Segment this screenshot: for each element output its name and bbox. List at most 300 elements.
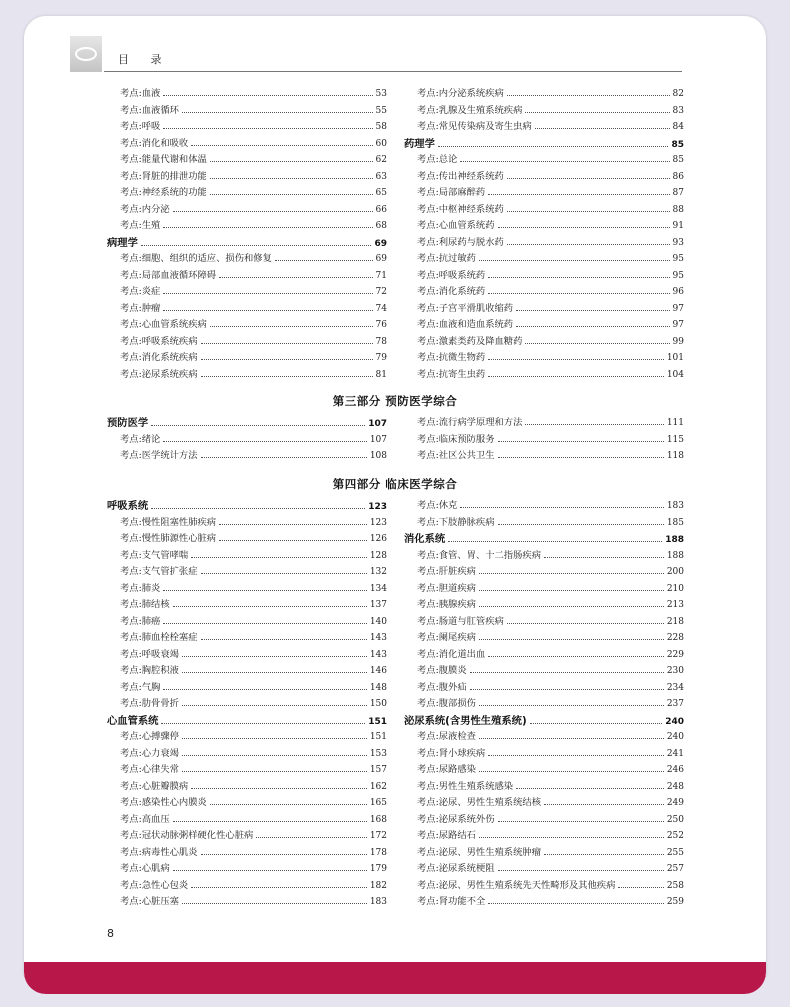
toc-entry-page: 183	[369, 897, 387, 907]
toc-topic-entry	[107, 564, 387, 581]
toc-leader-dots	[516, 326, 669, 327]
toc-entry-label: 考点:高血压	[120, 813, 170, 825]
toc-topic-entry	[404, 647, 684, 664]
toc-leader-dots	[210, 326, 373, 327]
toc-entry-label: 考点:炎症	[120, 286, 161, 297]
toc-topic-entry	[404, 498, 684, 515]
toc-entry-label: 考点:心脏压塞	[120, 896, 179, 907]
toc-entry-page: 79	[375, 353, 387, 363]
toc-entry-page: 257	[666, 864, 684, 874]
toc-entry-label: 考点:尿液检查	[417, 731, 476, 742]
toc-entry-label: 考点:常见传染病及寄生虫病	[417, 121, 532, 132]
toc-entry-page: 249	[666, 798, 684, 808]
toc-entry-page: 228	[666, 633, 684, 643]
toc-entry-page: 97	[672, 320, 684, 330]
toc-entry-page: 71	[375, 270, 387, 281]
toc-entry-page: 151	[368, 716, 387, 727]
toc-topic-entry	[107, 218, 387, 235]
toc-entry-label: 考点:支气管哮喘	[120, 549, 189, 561]
toc-leader-dots	[525, 343, 669, 344]
toc-block-3-right	[404, 498, 684, 911]
toc-topic-entry	[107, 202, 387, 219]
toc-entry-label: 考点:临床预防服务	[417, 433, 495, 445]
toc-leader-dots	[479, 590, 664, 591]
toc-section-entry	[107, 235, 387, 252]
toc-entry-page: 96	[672, 287, 684, 297]
toc-topic-entry	[107, 779, 387, 796]
toc-entry-label: 考点:子宫平滑肌收缩药	[417, 302, 514, 314]
toc-leader-dots	[460, 507, 663, 508]
toc-topic-entry	[404, 630, 684, 647]
toc-section-entry	[404, 136, 684, 153]
toc-topic-entry	[107, 597, 387, 614]
toc-entry-label: 考点:心血管系统疾病	[120, 319, 207, 330]
toc-leader-dots	[498, 821, 664, 822]
toc-entry-page: 240	[665, 716, 684, 727]
toc-leader-dots	[191, 887, 367, 888]
toc-entry-page: 157	[369, 765, 387, 775]
toc-entry-label: 考点:消化和吸收	[120, 137, 189, 149]
toc-topic-entry	[107, 185, 387, 202]
toc-topic-entry	[107, 432, 387, 449]
toc-leader-dots	[191, 557, 367, 558]
toc-entry-label: 考点:血液	[120, 88, 161, 99]
toc-leader-dots	[530, 723, 663, 724]
toc-topic-entry	[404, 415, 684, 432]
toc-entry-label: 考点:腹部损伤	[417, 698, 476, 709]
toc-entry-label: 考点:慢性阻塞性肺疾病	[120, 516, 217, 528]
toc-topic-entry	[404, 878, 684, 895]
toc-entry-label: 考点:泌尿系统外伤	[417, 813, 495, 825]
toc-leader-dots	[438, 146, 669, 147]
toc-leader-dots	[507, 244, 670, 245]
toc-topic-entry	[107, 729, 387, 746]
toc-entry-page: 234	[666, 682, 684, 693]
toc-leader-dots	[479, 260, 670, 261]
toc-topic-entry	[107, 103, 387, 120]
toc-leader-dots	[479, 771, 664, 772]
toc-block-2-left	[107, 415, 387, 465]
toc-topic-entry	[107, 795, 387, 812]
toc-section-entry	[404, 531, 684, 548]
toc-entry-label: 考点:抗过敏药	[417, 253, 476, 264]
toc-entry-label: 考点:男性生殖系统感染	[417, 780, 514, 792]
toc-entry-page: 55	[375, 105, 387, 116]
toc-leader-dots	[163, 95, 372, 96]
toc-topic-entry	[107, 663, 387, 680]
toc-leader-dots	[163, 590, 366, 591]
toc-entry-label: 考点:心脏瓣膜病	[120, 780, 189, 792]
toc-entry-page: 108	[369, 451, 387, 461]
toc-topic-entry	[107, 647, 387, 664]
toc-topic-entry	[107, 86, 387, 103]
toc-entry-label: 考点:肺癌	[120, 615, 161, 627]
toc-leader-dots	[191, 788, 367, 789]
toc-topic-entry	[107, 152, 387, 169]
toc-topic-entry	[107, 334, 387, 351]
toc-topic-entry	[404, 268, 684, 285]
toc-entry-page: 101	[666, 353, 684, 363]
header-divider	[104, 71, 682, 72]
toc-entry-label: 考点:慢性肺源性心脏病	[120, 533, 217, 544]
toc-entry-label: 考点:中枢神经系统药	[417, 203, 504, 215]
toc-entry-label: 考点:血液和造血系统药	[417, 319, 514, 330]
toc-entry-label: 考点:血液循环	[120, 104, 179, 116]
toc-leader-dots	[182, 738, 367, 739]
toc-entry-label: 考点:肠道与肛管疾病	[417, 615, 504, 627]
toc-leader-dots	[479, 837, 664, 838]
toc-topic-entry	[107, 119, 387, 136]
toc-entry-page: 128	[369, 550, 387, 561]
toc-leader-dots	[163, 623, 366, 624]
toc-leader-dots	[173, 606, 367, 607]
toc-entry-page: 143	[369, 633, 387, 643]
toc-leader-dots	[182, 903, 367, 904]
toc-leader-dots	[163, 227, 372, 228]
toc-block-3-left	[107, 498, 387, 911]
toc-entry-page: 168	[369, 814, 387, 825]
toc-topic-entry	[404, 762, 684, 779]
toc-entry-label: 考点:肾小球疾病	[417, 747, 486, 759]
toc-leader-dots	[210, 804, 367, 805]
toc-entry-page: 65	[375, 188, 387, 198]
toc-entry-page: 230	[666, 666, 684, 676]
toc-entry-page: 97	[672, 303, 684, 314]
toc-topic-entry	[404, 680, 684, 697]
toc-entry-page: 78	[375, 336, 387, 347]
toc-entry-page: 246	[666, 765, 684, 775]
toc-entry-label: 考点:局部麻醉药	[417, 187, 486, 198]
part-title-3: 第三部分 预防医学综合	[332, 394, 458, 408]
toc-leader-dots	[201, 359, 373, 360]
toc-entry-label: 考点:胆道疾病	[417, 582, 476, 594]
toc-entry-page: 123	[368, 502, 387, 512]
toc-topic-entry	[404, 301, 684, 318]
toc-topic-entry	[107, 350, 387, 367]
toc-leader-dots	[201, 573, 367, 574]
toc-leader-dots	[182, 771, 367, 772]
toc-leader-dots	[507, 623, 664, 624]
toc-entry-label: 呼吸系统	[107, 500, 149, 512]
toc-entry-page: 86	[672, 171, 684, 182]
toc-topic-entry	[404, 169, 684, 186]
toc-entry-page: 252	[666, 831, 684, 841]
toc-leader-dots	[173, 211, 373, 212]
toc-entry-label: 考点:感染性心内膜炎	[120, 797, 207, 808]
toc-entry-page: 134	[369, 583, 387, 594]
toc-entry-page: 143	[369, 649, 387, 660]
toc-topic-entry	[404, 696, 684, 713]
toc-topic-entry	[107, 268, 387, 285]
toc-leader-dots	[488, 755, 664, 756]
toc-leader-dots	[498, 441, 664, 442]
toc-entry-page: 182	[369, 880, 387, 891]
toc-entry-page: 72	[375, 287, 387, 297]
toc-entry-label: 考点:食管、胃、十二指肠疾病	[417, 549, 541, 561]
toc-topic-entry	[107, 680, 387, 697]
toc-topic-entry	[107, 845, 387, 862]
toc-topic-entry	[404, 235, 684, 252]
toc-entry-label: 考点:腹外疝	[417, 681, 467, 693]
toc-entry-page: 162	[369, 781, 387, 792]
toc-leader-dots	[173, 821, 367, 822]
toc-entry-label: 考点:利尿药与脱水药	[417, 236, 504, 248]
toc-entry-page: 99	[672, 336, 684, 347]
toc-leader-dots	[516, 788, 664, 789]
toc-entry-page: 213	[666, 600, 684, 610]
toc-topic-entry	[107, 251, 387, 268]
toc-entry-label: 考点:心血管系统药	[417, 220, 495, 231]
toc-entry-page: 107	[368, 419, 387, 429]
toc-section-entry	[404, 713, 684, 730]
toc-leader-dots	[479, 705, 664, 706]
toc-topic-entry	[404, 663, 684, 680]
toc-entry-page: 85	[672, 155, 684, 165]
toc-entry-label: 考点:传出神经系统药	[417, 170, 504, 182]
toc-entry-page: 74	[375, 303, 387, 314]
toc-entry-page: 200	[666, 567, 684, 577]
toc-entry-page: 115	[666, 434, 684, 445]
toc-entry-label: 考点:泌尿、男性生殖系统结核	[417, 797, 541, 808]
toc-entry-page: 62	[375, 155, 387, 165]
part-title-4: 第四部分 临床医学综合	[332, 477, 458, 491]
toc-entry-label: 考点:肾脏的排泄功能	[120, 170, 207, 182]
toc-block-2-right	[404, 415, 684, 465]
toc-entry-label: 考点:泌尿系统梗阻	[417, 863, 495, 874]
toc-entry-label: 考点:神经系统的功能	[120, 187, 207, 198]
toc-leader-dots	[498, 457, 664, 458]
toc-leader-dots	[544, 557, 664, 558]
toc-leader-dots	[163, 293, 372, 294]
toc-entry-page: 218	[666, 616, 684, 627]
toc-topic-entry	[404, 103, 684, 120]
toc-entry-label: 药理学	[404, 137, 435, 150]
toc-topic-entry	[404, 448, 684, 465]
toc-entry-label: 考点:肺结核	[120, 599, 170, 610]
toc-leader-dots	[544, 854, 664, 855]
toc-entry-page: 148	[369, 682, 387, 693]
toc-entry-page: 229	[666, 649, 684, 660]
toc-entry-page: 82	[672, 89, 684, 99]
toc-leader-dots	[488, 359, 664, 360]
toc-entry-label: 考点:泌尿、男性生殖系统先天性畸形及其他疾病	[417, 879, 616, 891]
toc-leader-dots	[498, 524, 664, 525]
bottom-band	[24, 962, 766, 994]
toc-entry-label: 考点:生殖	[120, 220, 161, 231]
toc-topic-entry	[404, 119, 684, 136]
toc-leader-dots	[163, 441, 366, 442]
toc-entry-label: 考点:阑尾疾病	[417, 632, 476, 643]
toc-leader-dots	[507, 95, 670, 96]
toc-leader-dots	[488, 656, 664, 657]
toc-entry-label: 考点:肺炎	[120, 582, 161, 594]
toc-entry-label: 考点:呼吸	[120, 121, 161, 132]
toc-topic-entry	[404, 564, 684, 581]
toc-entry-page: 153	[369, 748, 387, 759]
toc-leader-dots	[470, 672, 664, 673]
toc-leader-dots	[219, 277, 372, 278]
toc-entry-label: 考点:抗微生物药	[417, 352, 486, 363]
toc-entry-page: 68	[375, 221, 387, 231]
toc-topic-entry	[404, 812, 684, 829]
toc-topic-entry	[107, 284, 387, 301]
toc-entry-label: 考点:心力衰竭	[120, 747, 179, 759]
toc-entry-label: 考点:尿路结石	[417, 830, 476, 841]
toc-entry-page: 132	[369, 567, 387, 577]
toc-entry-page: 241	[666, 748, 684, 759]
toc-entry-page: 118	[666, 451, 684, 461]
toc-topic-entry	[107, 515, 387, 532]
toc-leader-dots	[163, 128, 372, 129]
toc-leader-dots	[488, 293, 669, 294]
toc-leader-dots	[460, 161, 669, 162]
toc-section-entry	[107, 415, 387, 432]
toc-topic-entry	[404, 597, 684, 614]
toc-entry-label: 考点:社区公共卫生	[417, 450, 495, 461]
toc-leader-dots	[488, 903, 664, 904]
toc-leader-dots	[210, 194, 373, 195]
toc-topic-entry	[107, 614, 387, 631]
toc-entry-page: 58	[375, 122, 387, 132]
toc-topic-entry	[404, 795, 684, 812]
toc-leader-dots	[163, 689, 366, 690]
toc-section-entry	[107, 498, 387, 515]
toc-topic-entry	[404, 218, 684, 235]
publisher-logo-icon	[75, 47, 97, 61]
toc-entry-page: 255	[666, 847, 684, 858]
toc-entry-label: 考点:胰腺疾病	[417, 599, 476, 610]
toc-entry-page: 104	[666, 369, 684, 380]
toc-entry-label: 考点:细胞、组织的适应、损伤和修复	[120, 253, 272, 264]
toc-topic-entry	[107, 762, 387, 779]
toc-entry-label: 考点:内分泌	[120, 203, 170, 215]
toc-topic-entry	[107, 696, 387, 713]
toc-entry-label: 考点:肾功能不全	[417, 896, 486, 907]
toc-leader-dots	[201, 639, 367, 640]
toc-leader-dots	[498, 870, 664, 871]
toc-entry-label: 考点:肿瘤	[120, 302, 161, 314]
toc-entry-page: 259	[666, 897, 684, 907]
toc-entry-page: 91	[672, 221, 684, 231]
toc-topic-entry	[107, 812, 387, 829]
toc-leader-dots	[182, 705, 367, 706]
toc-entry-page: 258	[666, 880, 684, 891]
toc-leader-dots	[498, 227, 670, 228]
toc-entry-label: 预防医学	[107, 417, 149, 429]
toc-entry-page: 185	[666, 517, 684, 528]
toc-entry-page: 172	[369, 831, 387, 841]
toc-entry-page: 237	[666, 699, 684, 709]
toc-entry-page: 179	[369, 864, 387, 874]
toc-entry-page: 188	[665, 535, 684, 545]
toc-topic-entry	[404, 86, 684, 103]
toc-entry-label: 考点:心搏骤停	[120, 731, 179, 742]
toc-entry-label: 考点:消化系统药	[417, 286, 486, 297]
toc-topic-entry	[404, 515, 684, 532]
toc-topic-entry	[107, 548, 387, 565]
toc-entry-page: 66	[375, 204, 387, 215]
toc-leader-dots	[448, 541, 662, 542]
toc-entry-page: 146	[369, 666, 387, 676]
toc-topic-entry	[404, 614, 684, 631]
toc-entry-page: 248	[666, 781, 684, 792]
toc-entry-label: 泌尿系统(含男性生殖系统)	[404, 714, 527, 727]
toc-topic-entry	[404, 152, 684, 169]
toc-entry-label: 考点:气胸	[120, 681, 161, 693]
toc-entry-label: 考点:消化道出血	[417, 648, 486, 660]
toc-leader-dots	[163, 310, 372, 311]
toc-entry-label: 考点:内分泌系统疾病	[417, 88, 504, 99]
toc-leader-dots	[219, 540, 367, 541]
toc-block-1-left	[107, 86, 387, 383]
toc-topic-entry	[404, 729, 684, 746]
toc-entry-label: 考点:激素类药及降血糖药	[417, 335, 523, 347]
toc-leader-dots	[161, 723, 365, 724]
toc-entry-label: 考点:下肢静脉疾病	[417, 516, 495, 528]
toc-leader-dots	[479, 606, 664, 607]
toc-entry-page: 183	[666, 501, 684, 511]
toc-entry-page: 53	[375, 89, 387, 99]
toc-entry-page: 87	[672, 188, 684, 198]
toc-entry-label: 考点:能量代谢和体温	[120, 154, 207, 165]
toc-entry-page: 150	[369, 699, 387, 709]
toc-topic-entry	[404, 185, 684, 202]
toc-entry-label: 考点:绪论	[120, 433, 161, 445]
toc-leader-dots	[191, 145, 372, 146]
toc-leader-dots	[151, 425, 365, 426]
toc-entry-page: 107	[369, 434, 387, 445]
toc-topic-entry	[404, 350, 684, 367]
toc-leader-dots	[210, 178, 373, 179]
toc-entry-page: 88	[672, 204, 684, 215]
toc-entry-page: 165	[369, 798, 387, 808]
toc-entry-page: 140	[369, 616, 387, 627]
toc-topic-entry	[107, 746, 387, 763]
toc-leader-dots	[479, 639, 664, 640]
toc-topic-entry	[404, 894, 684, 911]
toc-entry-label: 考点:肝脏疾病	[417, 566, 476, 577]
header-tab	[70, 36, 102, 72]
toc-entry-label: 考点:呼吸系统药	[417, 269, 486, 281]
toc-topic-entry	[404, 581, 684, 598]
toc-leader-dots	[488, 194, 669, 195]
toc-topic-entry	[107, 301, 387, 318]
page-header-title: 目 录	[118, 53, 171, 66]
toc-entry-page: 84	[672, 122, 684, 132]
toc-entry-label: 考点:消化系统疾病	[120, 352, 198, 363]
toc-entry-label: 考点:病毒性心肌炎	[120, 846, 198, 858]
toc-entry-label: 考点:冠状动脉粥样硬化性心脏病	[120, 830, 254, 841]
toc-leader-dots	[275, 260, 373, 261]
toc-leader-dots	[256, 837, 367, 838]
toc-entry-label: 考点:胸腔积液	[120, 665, 179, 676]
toc-topic-entry	[404, 334, 684, 351]
toc-topic-entry	[107, 828, 387, 845]
toc-leader-dots	[201, 376, 373, 377]
toc-topic-entry	[404, 828, 684, 845]
toc-topic-entry	[107, 581, 387, 598]
toc-leader-dots	[210, 161, 373, 162]
toc-leader-dots	[618, 887, 663, 888]
toc-topic-entry	[404, 284, 684, 301]
toc-leader-dots	[141, 245, 372, 246]
toc-entry-page: 60	[375, 138, 387, 149]
toc-leader-dots	[182, 656, 367, 657]
toc-entry-label: 考点:急性心包炎	[120, 879, 189, 891]
toc-topic-entry	[107, 136, 387, 153]
toc-topic-entry	[107, 630, 387, 647]
toc-leader-dots	[544, 804, 664, 805]
